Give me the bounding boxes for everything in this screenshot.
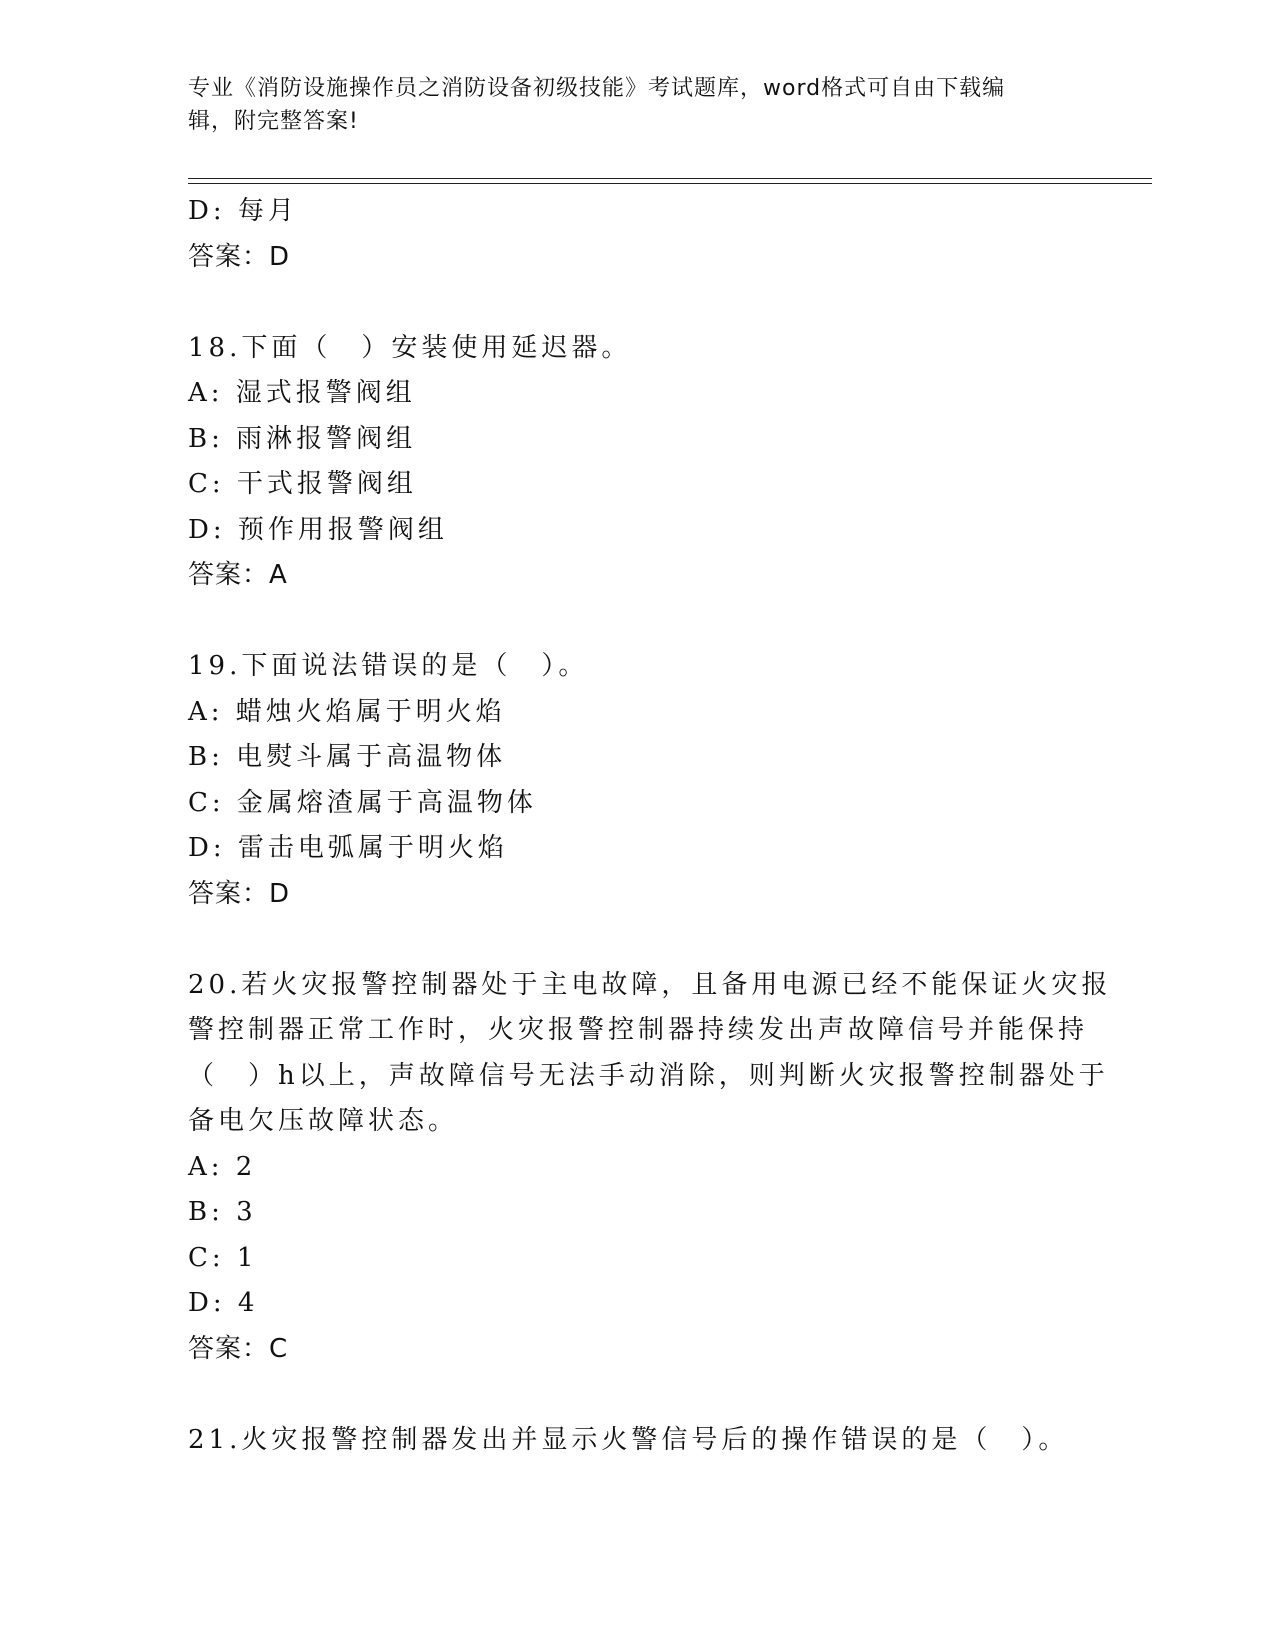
option-c: C: 干式报警阀组 [188,469,417,499]
question-stem-line-2: 警控制器正常工作时，火灾报警控制器持续发出声故障信号并能保持 [188,1015,1089,1045]
option-d: D: 预作用报警阀组 [188,514,448,545]
spacer [188,599,1088,645]
answer-line: 答案：C [188,1333,289,1364]
question-21 [188,1418,1088,1464]
header-rule-top [188,178,1152,179]
question-stem: 18.下面（ ）安装使用延迟器。 [188,332,632,363]
option-c: C: 金属熔渣属于高温物体 [188,787,537,818]
question-stem: 21.火灾报警控制器发出并显示火警信号后的操作错误的是（ ）。 [188,1424,1069,1455]
option-d: D: 每月 [188,196,298,226]
question-19 [188,644,1088,917]
option-b: B: 雨淋报警阀组 [188,423,417,454]
question-stem-line-3: （ ）h以上，声故障信号无法手动消除，则判断火灾报警控制器处于 [188,1060,1109,1091]
question-18 [188,326,1088,599]
spacer [188,917,1088,963]
spacer [188,280,1088,326]
option-c: C: 1 [188,1242,258,1273]
document-header [188,72,1088,138]
question-list [188,189,1112,1463]
question-stem-line-4: 备电欠压故障状态。 [188,1106,459,1136]
question-stem-line-1: 20.若火灾报警控制器处于主电故障，且备用电源已经不能保证火灾报 [188,969,1112,1000]
option-d: D: 雷击电弧属于明火焰 [188,833,508,863]
question-stem: 19.下面说法错误的是（ ）。 [188,651,589,681]
answer-line: 答案：D [188,878,291,909]
question-20 [188,963,1112,1373]
header-line-1: 专业《消防设施操作员之消防设备初级技能》考试题库，word格式可自由下载编 [188,76,1006,101]
header-line-2: 辑，附完整答案! [188,109,359,134]
option-b: B: 电熨斗属于高温物体 [188,742,507,772]
option-a: A: 2 [188,1151,257,1182]
option-a: A: 蜡烛火焰属于明火焰 [188,696,506,727]
option-b: B: 3 [188,1197,257,1227]
answer-line: 答案：D [188,241,291,272]
option-a: A: 湿式报警阀组 [188,378,416,408]
answer-line: 答案：A [188,560,288,590]
spacer [188,1372,1088,1418]
header-rule-bottom [188,183,1152,184]
option-d: D: 4 [188,1288,259,1318]
